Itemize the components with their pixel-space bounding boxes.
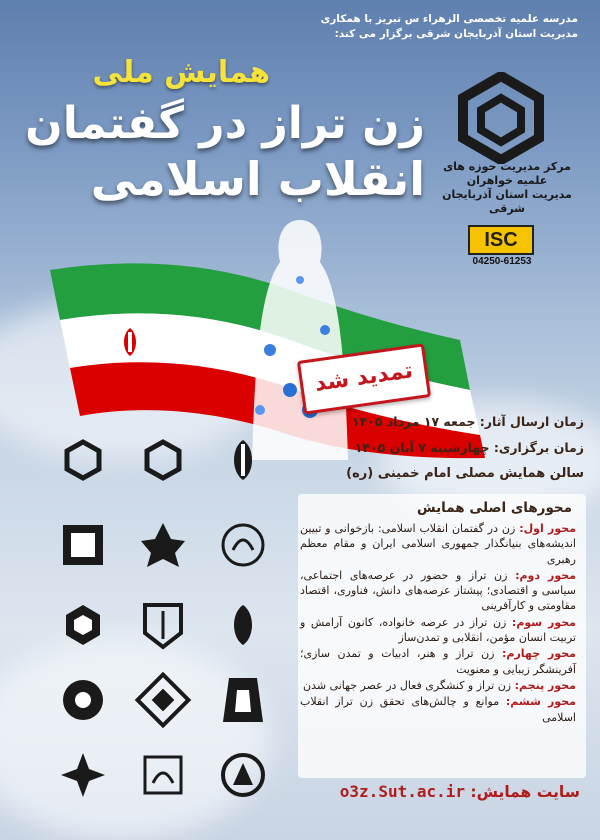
axis-text: زن تراز در عرصه خانواده، کانون آرامش و تربیت انسان مؤمن، انقلابی و تمدن‌ساز <box>300 615 576 645</box>
axis-text: زن تراز و کنشگری فعال در عصر جهانی شدن <box>303 678 515 692</box>
axis-text: زن در گفتمان انقلاب اسلامی: بازخوانی و تبیین اندیشه‌های بنیانگذار جمهوری اسلامی ایران و مقام معظم رهبری <box>300 522 576 566</box>
iran-emblem-icon <box>234 605 252 645</box>
axis-head: محور ششم: <box>505 695 576 709</box>
howzeh-east-icon <box>67 442 99 478</box>
axis-item <box>300 521 576 567</box>
organization-name <box>432 160 582 216</box>
axis-text: موانع و چالش‌های تحقق زن تراز انقلاب اسلامی <box>300 695 576 724</box>
axis-item <box>300 568 576 614</box>
isc-code: 04250-61253 <box>472 256 532 267</box>
extended-stamp: تمدید شد <box>297 343 431 414</box>
university-logo-icon <box>141 523 185 567</box>
event-title-line-1: زن تراز در گفتمان <box>25 98 425 149</box>
axis-head: محور پنجم: <box>514 678 576 692</box>
axis-head: محور اول: <box>519 522 576 535</box>
municipality-icon <box>145 757 181 793</box>
event-title-line-2: انقلاب اسلامی <box>90 152 425 206</box>
axis-head: محور دوم: <box>515 568 576 582</box>
isc-logo: ISC <box>468 225 534 255</box>
axis-text: زن تراز و حضور در عرصه‌های اجتماعی، سیاسی و اقتصادی؛ پیشتاز عرصه‌های دانش، فناوری، اقتصاد مقاومتی و کارآفرینی <box>300 568 576 613</box>
shahid-madani-icon <box>66 605 100 645</box>
azad-university-icon <box>223 678 263 722</box>
tabriz-university-icon <box>223 755 263 795</box>
organizer-text <box>238 12 578 42</box>
submission-date: زمان ارسال آثار: جمعه ۱۷ مرداد ۱۴۰۵ <box>351 414 584 429</box>
axes-title: محورهای اصلی همایش <box>417 500 572 516</box>
event-date: زمان برگزاری: چهارشنبه ۷ آبان ۱۴۰۵ <box>354 440 584 455</box>
axis-text: زن تراز و هنر، ادبیات و تمدن سازی؛ آفرینشگر زیبایی و معنویت <box>300 647 576 676</box>
venue: سالن همایش مصلی امام خمینی (ره) <box>346 466 584 481</box>
event-subtitle: همایش ملی <box>92 55 270 90</box>
axis-head: محور چهارم: <box>502 647 576 661</box>
awqaf-icon <box>138 675 189 726</box>
organizer-line-1: مدرسه علمیه تخصصی الزهراء س تبریز با همکاری <box>320 13 578 25</box>
website-link[interactable]: o3z.Sut.ac.ir <box>339 782 466 801</box>
sponsor-logos <box>58 430 278 830</box>
payam-noor-icon <box>63 680 103 720</box>
organization-name-line-1: مرکز مدیریت حوزه های علمیه خواهران <box>443 160 571 187</box>
website <box>340 782 580 801</box>
howzeh-north-icon <box>61 753 105 797</box>
axis-item <box>300 615 576 646</box>
howzeh-icon <box>147 442 179 478</box>
organizer-line-2: مدیریت استان آذربایجان شرقی برگزار می کند: <box>334 28 578 40</box>
axis-item <box>300 678 576 693</box>
emblem-icon <box>234 440 252 480</box>
website-label: سایت همایش: <box>470 783 580 801</box>
axis-head: محور سوم: <box>511 615 576 629</box>
axis-item <box>300 646 576 677</box>
howzeh-logo-icon <box>455 72 547 164</box>
axis-item <box>300 694 576 725</box>
medical-university-icon <box>145 605 181 647</box>
organization-name-line-2: مدیریت استان آذربایجان شرقی <box>442 188 572 215</box>
calligraphy-logo-icon <box>223 525 263 565</box>
axes-list <box>300 521 576 726</box>
jamiat-mustafa-icon <box>63 525 103 565</box>
